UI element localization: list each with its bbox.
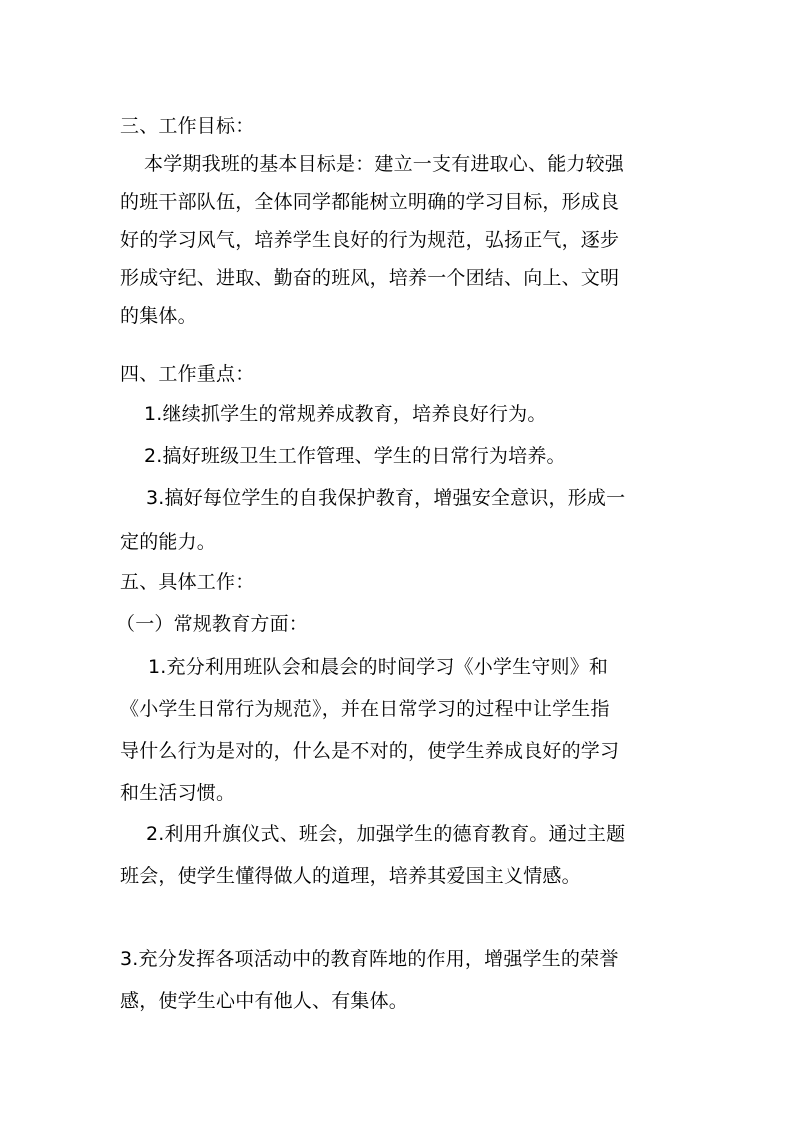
section-heading-goals: 三、工作目标： — [120, 115, 255, 137]
list-item-continuation: 班会，使学生懂得做人的道理，培养其爱国主义情感。 — [120, 865, 581, 887]
list-item: 1.继续抓学生的常规养成教育，培养良好行为。 — [144, 403, 547, 425]
paragraph-line: 的班干部队伍，全体同学都能树立明确的学习目标，形成良 — [120, 191, 620, 213]
list-item: 2.利用升旗仪式、班会，加强学生的德育教育。通过主题 — [146, 823, 626, 845]
list-item: 3.搞好每位学生的自我保护教育，增强安全意识，形成一 — [146, 487, 626, 509]
list-item-continuation: 和生活习惯。 — [120, 782, 236, 804]
list-item: 1.充分利用班队会和晨会的时间学习《小学生守则》和 — [148, 656, 609, 678]
paragraph-line: 形成守纪、进取、勤奋的班风，培养一个团结、向上、文明 — [120, 267, 620, 289]
section-heading-work: 五、具体工作： — [120, 571, 255, 593]
list-item-continuation: 定的能力。 — [120, 531, 217, 553]
list-item-continuation: 导什么行为是对的，什么是不对的，使学生养成良好的学习 — [120, 740, 620, 762]
paragraph-line: 好的学习风气，培养学生良好的行为规范，弘扬正气，逐步 — [120, 229, 620, 251]
subsection-heading: （一）常规教育方面： — [116, 613, 309, 635]
list-item: 3.充分发挥各项活动中的教育阵地的作用，增强学生的荣誉 — [120, 948, 619, 970]
section-heading-focus: 四、工作重点： — [120, 363, 255, 385]
list-item-continuation: 感，使学生心中有他人、有集体。 — [120, 990, 409, 1012]
paragraph-line: 本学期我班的基本目标是：建立一支有进取心、能力较强 — [144, 153, 625, 175]
list-item-continuation: 《小学生日常行为规范》，并在日常学习的过程中让学生指 — [120, 698, 610, 720]
list-item: 2.搞好班级卫生工作管理、学生的日常行为培养。 — [144, 445, 566, 467]
paragraph-line: 的集体。 — [120, 305, 197, 327]
